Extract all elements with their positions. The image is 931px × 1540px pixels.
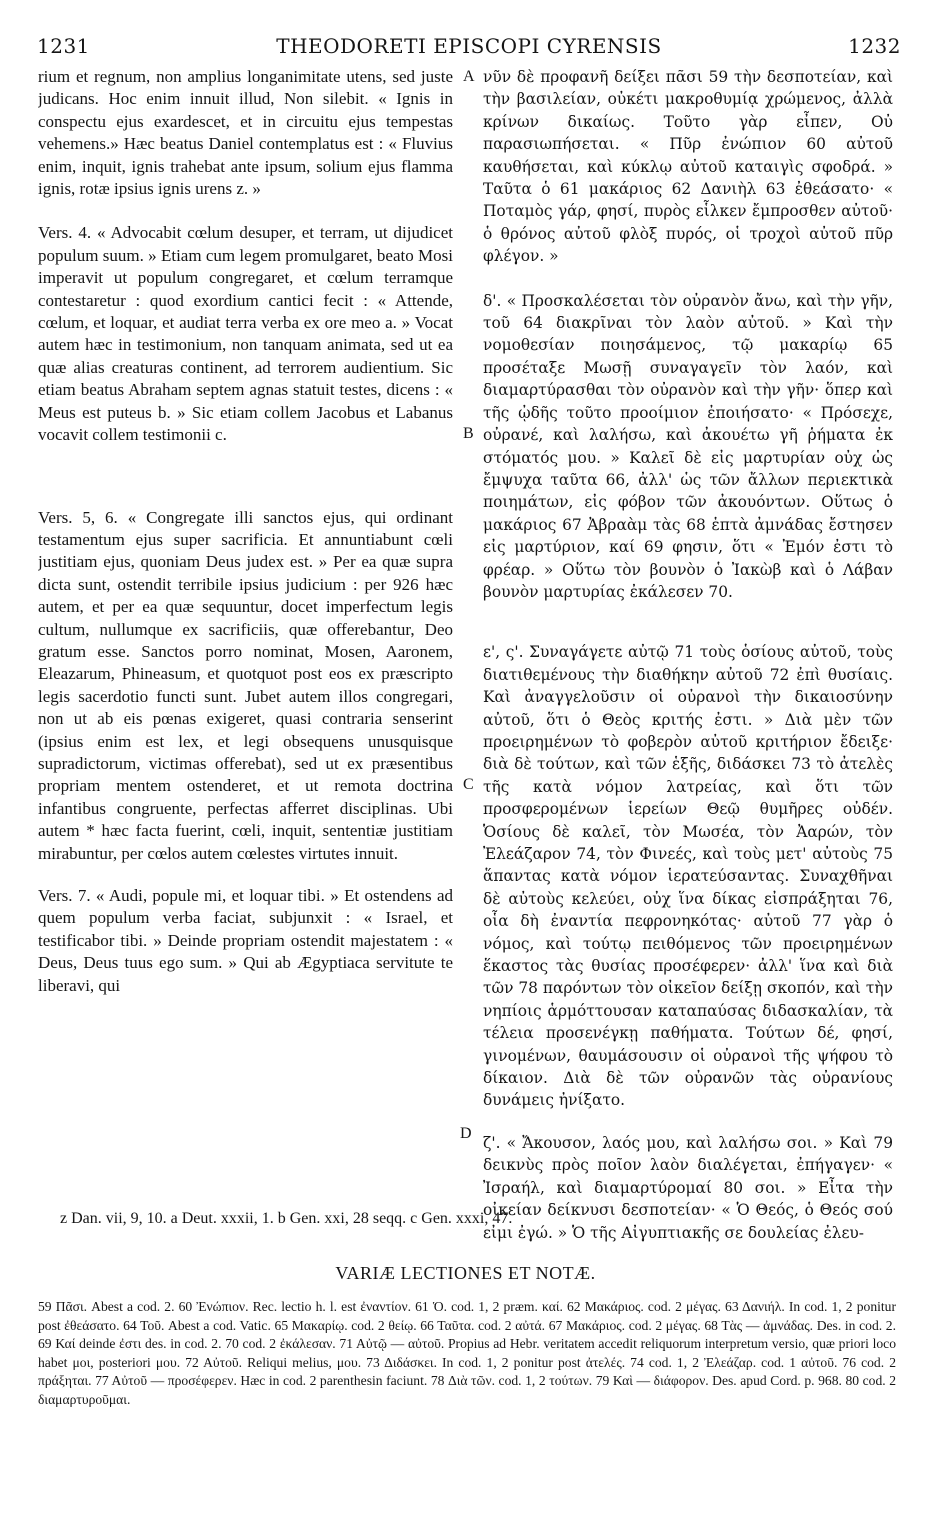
latin-column xyxy=(38,66,453,997)
latin-paragraph: rium et regnum, non amplius longanimitate utens, sed juste judicans. Hoc enim innuit illud, Non silebit. « Ignis in conspectu ejus exardescet, et in circuitu ejus tempestas vehemens.» Hæc beatus Daniel contemplatus est : « Fluvius enim, inquit, ignis trahebat ante ipsum, solium ejus flamma ignis, rotæ ipsius ignis urens z. » xyxy=(38,67,453,199)
notes-heading: VARIÆ LECTIONES ET NOTÆ. xyxy=(335,1263,596,1283)
variant-readings xyxy=(38,1298,896,1409)
greek-paragraph: δ'. « Προσκαλέσεται τὸν οὐρανὸν ἄνω, καὶ τὴν γῆν, τοῦ 64 διακρῖναι τὸν λαὸν αὐτοῦ. » Καὶ τὴν νομοθεσίαν ποιησάμενος, τῷ μακαρίῳ 65 προσέταξε Μωσῇ συναγαγεῖν τὸν λαόν, καὶ διαμαρτύρασθαι τὸν οὐρανὸν καὶ τὴν γῆν· ὅπερ καὶ τῆς ᾠδῆς τοῦτο προοίμιον ἐποιήσατο· « Πρόσεχε, οὐρανέ, καὶ λαλήσω, καὶ ἀκουέτω γῆ ῥήματα ἐκ στόματός μου. » Καλεῖ δὲ εἰς μαρτυρίαν οὐχ ὡς ἔμψυχα ταῦτα 66, ἀλλ' ὡς τῶν ἄλλων περιεκτικὰ ποιημάτων, εἰς φόβον τῶν ἀκουόντων. Οὕτως ὁ μακάριος 67 Ἀβραὰμ τὰς 68 ἑπτὰ ἀμνάδας ἔστησεν εἰς μαρτύριον, καί 69 φησιν, ὅτι « Ἐμόν ἐστι τὸ φρέαρ. » Οὕτω τὸν βουνὸν ὁ Ἰακὼβ καὶ ὁ Λάβαν βουνὸν μαρτυρίας ἐκάλεσεν 70. xyxy=(483,291,893,601)
greek-column xyxy=(483,66,893,1244)
latin-paragraph: Vers. 5, 6. « Congregate illi sanctos ejus, qui ordinant testamentum ejus super sacrificia. Et annuntiabunt cœli justitiam ejus, quoniam Deus judex est. » Per ea quæ supra dicta sunt, ostendit terribile ipsius judicium : per 926 hæc autem, et per ea quæ sequuntur, docet imperfectum legis cultum, nullumque ex sacrificiis, quæ offerebantur, Deo gratum esse. Sanctos porro nominat, Mosen, Aaronem, Eleazarum, Phineasum, et quotquot post eos ex præscripto legis sacerdotio functi sunt. Jubet autem illos congregari, non ut ab eis pœnas exigeret, quasi contraria senserint (ipsius enim est lex, et legi obsequens unusquisque supradictorum, victimas offerebat), sed ut ex præsentibus propriam mentem ostenderet, et ut remota doctrina infantibus congruente, perfectas afferret disciplinas. Ubi autem * hæc facta fuerint, cœli, inquit, sententiæ justitiam mirabuntur, per cœlos autem cœlestes virtutes innuit. xyxy=(38,507,453,863)
margin-letter: C xyxy=(463,776,474,793)
margin-letter: D xyxy=(460,1125,472,1142)
margin-letter: A xyxy=(463,68,475,85)
scripture-footnotes: z Dan. vii, 9, 10. a Deut. xxxii, 1. b Gen. xxi, 28 seqq. c Gen. xxxi, 47. xyxy=(60,1210,513,1227)
running-header xyxy=(37,34,901,62)
greek-paragraph: ζ'. « Ἄκουσον, λαός μου, καὶ λαλήσω σοι. » Καὶ 79 δεικνὺς πρὸς ποῖον λαὸν διαλέγεται, ἐπήγαγεν· « Ἰσραήλ, καὶ διαμαρτύρομαί 80 σοι. » Εἶτα τὴν οἰκείαν δείκνυσι δεσποτείαν· « Ὁ Θεός, ὁ Θεός σού εἰμι ἐγώ. » Ὁ τῆς Αἰγυπτιακῆς σε δουλείας ἐλευ- xyxy=(483,1133,893,1242)
notes-text: 59 Πᾶσι. Abest a cod. 2. 60 Ἐνώπιον. Rec. lectio h. l. est ἐναντίον. 61 Ὁ. cod. 1, 2 præm. καί. 62 Μακάριος. cod. 2 μέγας. 63 Δανιήλ. In cod. 1, 2 ponitur post ἐθεάσατο. 64 Τοῦ. Abest a cod. Vatic. 65 Μακαρίῳ. cod. 2 θείῳ. 66 Ταῦτα. cod. 2 αὐτά. 67 Μακάριος. cod. 2 μέγας. 68 Τὰς — ἀμνάδας. Des. in cod. 2. 69 Καί deinde ἐστι des. in cod. 2. 70 cod. 2 ἐκάλεσαν. 71 Αὐτῷ — αὐτοῦ. Propius ad Hebr. veritatem accedit reliquorum interpretum versio, quæ priori loco habet μοι, posteriori μου. 72 Αὐτοῦ. Reliqui melius, μου. 73 Διδάσκει. In cod. 1, 2 ponitur post ἀτελές. 74 cod. 1, 2 Ἐλεάζαρ. cod. 1 αὐτοῦ. 76 cod. 2 πράξηται. 77 Αὐτοῦ — προσέφερεν. Hæc in cod. 2 parenthesin faciunt. 78 Διὰ τῶν. cod. 1, 2 τούτων. 79 Καὶ — διάφορον. Des. apud Cord. p. 968. 80 cod. 2 διαμαρτυροῦμαι. xyxy=(38,1299,896,1407)
latin-paragraph: Vers. 4. « Advocabit cœlum desuper, et terram, ut dijudicet populum suum. » Etiam cum legem promulgaret, beato Mosi imperavit ut populum congregaret, et cœlum terramque contestaretur : quod exordium cantici fecit : « Attende, cœlum, et loquar, et audiat terra verba ex ore meo a. » Vocat autem hæc in testimonium, non tanquam animata, sed ut ea quæ alias creaturas continent, ad terrorem audientium. Sic etiam beatus Abraham septem agnas statuit testes, dicens : « Meus est puteus b. » Sic etiam collem Jacobus et Labanus vocavit collem testimonii c. xyxy=(38,223,453,445)
latin-paragraph: Vers. 7. « Audi, popule mi, et loquar tibi. » Et ostendens ad quem populum verba faciat, subjunxit : « Israel, et testificabor tibi. » Deinde propriam ostendit majestatem : « Deus, Deus tuus ego sum. » Qui ab Ægyptiaca servitute te liberavi, qui xyxy=(38,886,453,995)
page-number-left: 1231 xyxy=(37,34,90,58)
page-number-right: 1232 xyxy=(848,34,901,58)
greek-paragraph: νῦν δὲ προφανῆ δείξει πᾶσι 59 τὴν δεσποτείαν, καὶ τὴν βασιλείαν, οὐκέτι μακροθυμίᾳ χρώμενος, ἀλλὰ κρίνων δικαίως. Τοῦτο γὰρ εἶπεν, Οὐ παρασιωπήσεται. « Πῦρ ἐνώπιον 60 αὐτοῦ καυθήσεται, καὶ κύκλῳ αὐτοῦ καταιγὶς σφοδρά. » Ταῦτα ὁ 61 μακάριος 62 Δανιὴλ 63 ἐθεάσατο· « Ποταμὸς γάρ, φησί, πυρὸς εἷλκεν ἔμπροσθεν αὐτοῦ· ὁ θρόνος αὐτοῦ φλὸξ πυρός, οἱ τροχοὶ αὐτοῦ πῦρ φλέγον. » xyxy=(483,68,893,266)
margin-letter: B xyxy=(463,425,474,442)
greek-paragraph: ε', ς'. Συναγάγετε αὐτῷ 71 τοὺς ὁσίους αὐτοῦ, τοὺς διατιθεμένους τὴν διαθήκην αὐτοῦ 72 ἐπὶ θυσίαις. Καὶ ἀναγγελοῦσιν οἱ οὐρανοὶ τὴν δικαιοσύνην αὐτοῦ, ὅτι ὁ Θεὸς κριτής ἐστι. » Διὰ μὲν τῶν προειρημένων τὸ φοβερὸν αὐτοῦ κριτήριον ἔδειξε· διὰ δὲ τούτων, καὶ τῶν ἑξῆς, διδάσκει 73 τὸ ἀτελὲς τῆς κατὰ νόμον λατρείας, καὶ ὅτι τῶν προσφερομένων ἱερείων Θεῷ θυμῆρες οὐδέν. Ὁσίους δὲ καλεῖ, τὸν Μωσέα, τὸν Ἀαρών, τὸν Ἐλεάζαρον 74, τὸν Φινεές, καὶ τοὺς μετ' αὐτοὺς 75 ἅπαντας κατὰ νόμον ἱερατεύσαντας. Συναχθῆναι δὲ αὐτοὺς κελεύει, οὐχ ἵνα δίκας εἰσπράξηται 76, οἷα δὴ ἐναντία πεφρονηκότας· αὐτοῦ 77 γὰρ ὁ νόμος, καὶ τούτῳ πειθόμενος τῶν προειρημένων ἕκαστος τὰς θυσίας προσέφερεν· ἀλλ' ἵνα καὶ διὰ τῶν 78 παρόντων τὸν οἰκεῖον δείξῃ σκοπόν, καὶ τὴν νηπίοις ἁρμόττουσαν καταπαύσας διδασκαλίαν, τὰ τέλεια προσενέγκῃ παθήματα. Τούτων δέ, φησί, γινομένων, θαυμάσουσιν οἱ οὐρανοὶ τῆς ψήφου τὸ δίκαιον. Διὰ δὲ τῶν οὐρανῶν τὰς οὐρανίους δυνάμεις ἠνίξατο. xyxy=(483,643,893,1110)
running-title: THEODORETI EPISCOPI CYRENSIS xyxy=(276,34,662,58)
